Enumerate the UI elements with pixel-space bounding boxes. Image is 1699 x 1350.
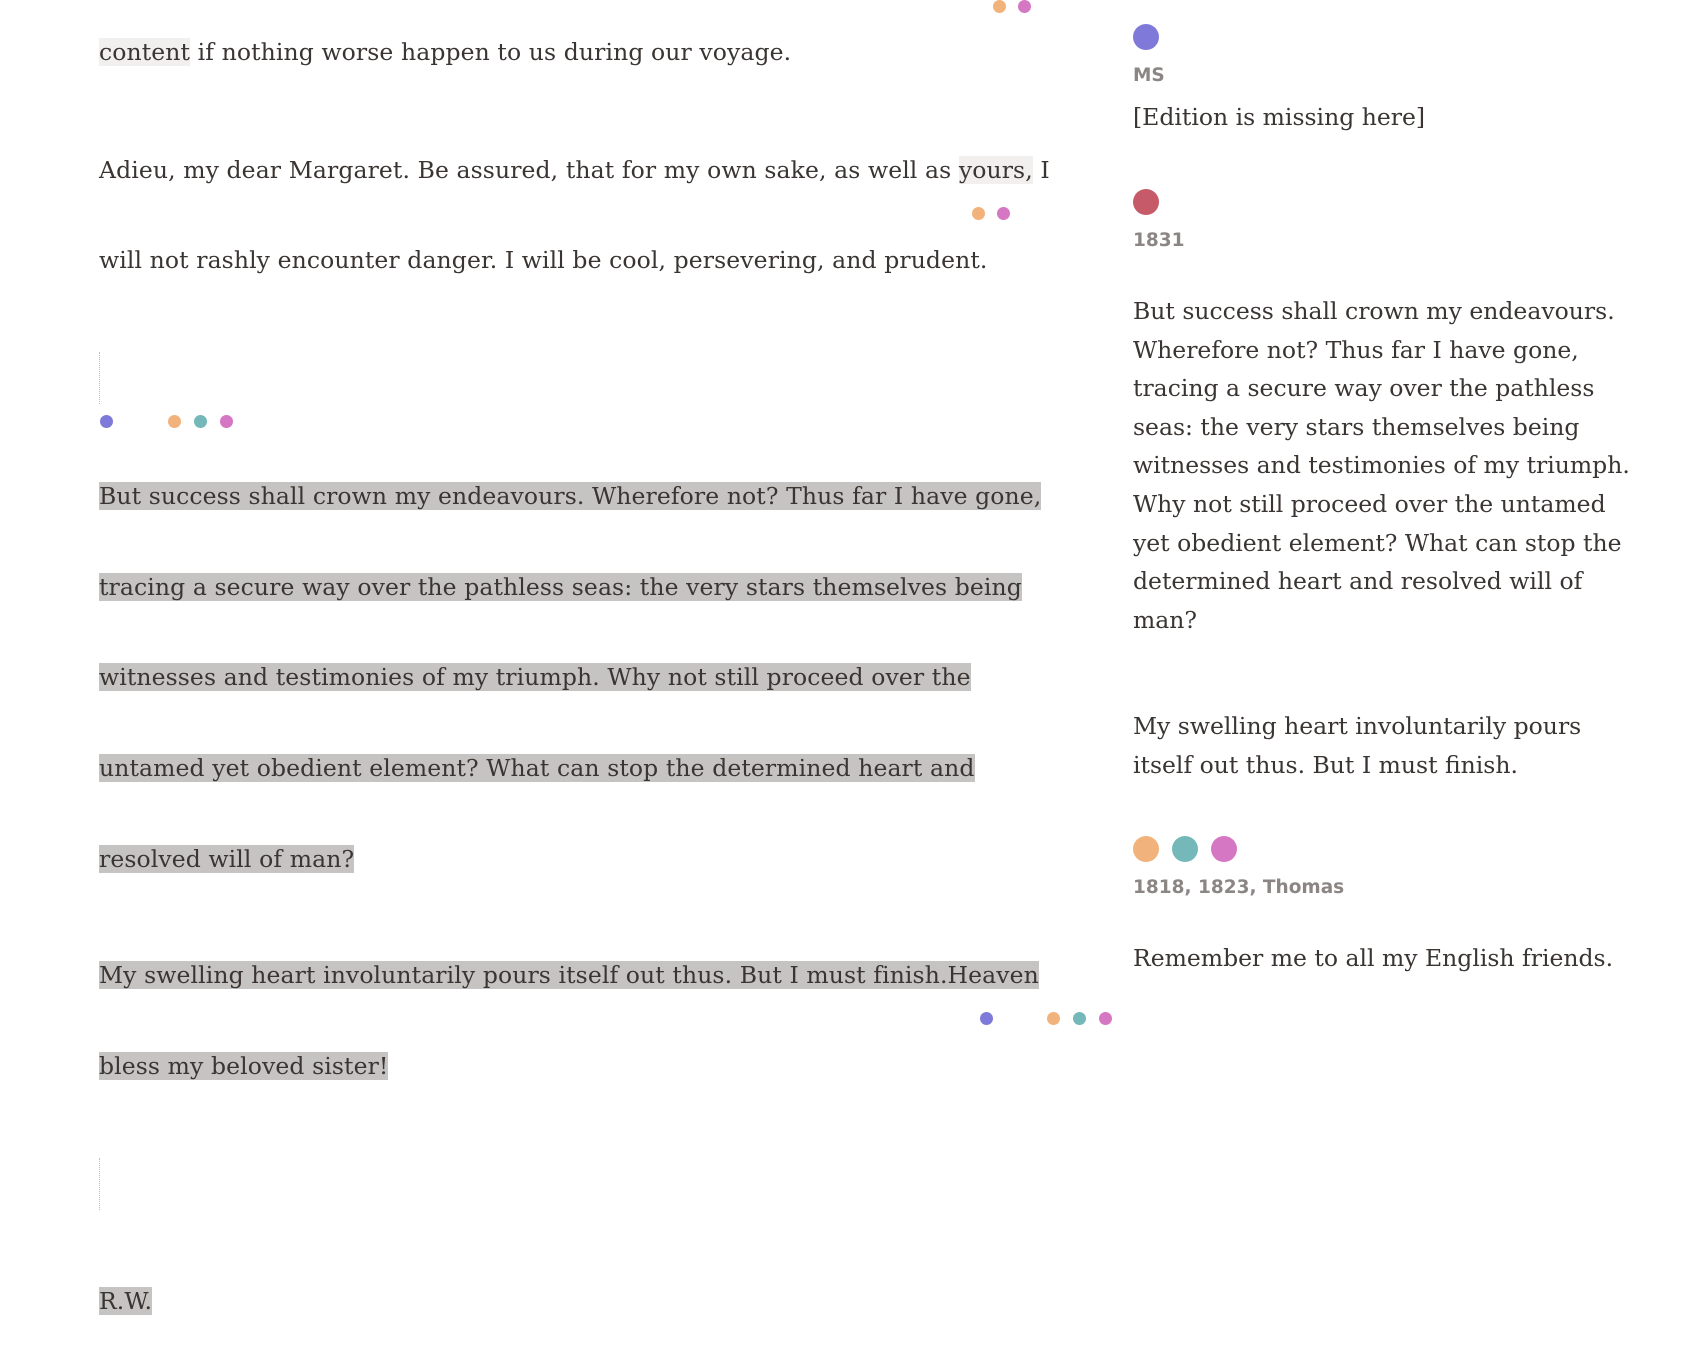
edition-label: MS xyxy=(1133,65,1165,86)
variant-marker-thomas[interactable] xyxy=(220,415,233,428)
variant-text: But success shall crown my endeavours. Wherefore not? Thus far I have gone, tracing a secure way over the pathless seas: the very stars themselves being witnesses and testimonies of my triumph. Why not still proceed over the untamed yet obedient element? What can stop the determined heart and resolved will of man? xyxy=(1133,297,1630,634)
highlighted-text[interactable]: bless my beloved sister! xyxy=(99,1052,389,1080)
highlighted-signature[interactable]: R.W. xyxy=(99,1287,153,1315)
text-line xyxy=(99,143,1050,197)
variant-word-yours[interactable]: yours, xyxy=(958,156,1033,184)
variant-marker-1818[interactable] xyxy=(1047,1012,1060,1025)
variant-boundary xyxy=(99,1158,100,1210)
variant-marker-ms[interactable] xyxy=(100,415,113,428)
highlighted-text[interactable]: resolved will of man? xyxy=(99,845,355,873)
variant-passage-line[interactable] xyxy=(99,741,975,795)
edition-dot-thomas xyxy=(1211,836,1237,862)
variant-marker-thomas[interactable] xyxy=(1099,1012,1112,1025)
variant-text: [Edition is missing here] xyxy=(1133,103,1426,131)
text-line-end: I xyxy=(1032,156,1050,184)
variant-passage-line[interactable] xyxy=(99,832,354,886)
signature xyxy=(99,1274,152,1328)
text-line-start: Adieu, my dear Margaret. Be assured, that for my own sake, as well as xyxy=(99,156,959,184)
variant-passage-line[interactable] xyxy=(99,650,971,704)
variant-marker-thomas[interactable] xyxy=(1018,0,1031,13)
highlighted-text[interactable]: tracing a secure way over the pathless seas: the very stars themselves being xyxy=(99,573,1022,601)
highlighted-text[interactable]: untamed yet obedient element? What can stop the determined heart and xyxy=(99,754,975,782)
highlighted-text[interactable]: My swelling heart involuntarily pours itself out thus. But I must finish.Heaven xyxy=(99,961,1039,989)
variant-passage-line[interactable] xyxy=(99,948,1039,1002)
edition-label: 1818, 1823, Thomas xyxy=(1133,877,1345,898)
variant-passage-line[interactable] xyxy=(99,469,1041,523)
edition-dot-1818 xyxy=(1133,836,1159,862)
edition-dot-1823 xyxy=(1172,836,1198,862)
variant-marker-thomas[interactable] xyxy=(997,207,1010,220)
variant-marker-1818[interactable] xyxy=(972,207,985,220)
variant-passage-line[interactable] xyxy=(99,1039,388,1093)
variant-marker-1823[interactable] xyxy=(194,415,207,428)
highlighted-text[interactable]: witnesses and testimonies of my triumph. Why not still proceed over the xyxy=(99,663,971,691)
variant-marker-1818[interactable] xyxy=(168,415,181,428)
variant-text: My swelling heart involuntarily pours itself out thus. But I must finish. xyxy=(1133,712,1582,779)
text-line: will not rashly encounter danger. I will be cool, persevering, and prudent. xyxy=(99,246,988,274)
variant-passage-line[interactable] xyxy=(99,560,1022,614)
variant-word-content[interactable]: content xyxy=(99,38,191,66)
variant-text: Remember me to all my English friends. xyxy=(1133,944,1614,972)
variant-marker-1823[interactable] xyxy=(1073,1012,1086,1025)
text-line-rest: if nothing worse happen to us during our voyage. xyxy=(190,38,792,66)
edition-dot-ms xyxy=(1133,24,1159,50)
edition-label: 1831 xyxy=(1133,230,1185,251)
highlighted-text[interactable]: But success shall crown my endeavours. Wherefore not? Thus far I have gone, xyxy=(99,482,1042,510)
variant-marker-1818[interactable] xyxy=(993,0,1006,13)
edition-dot-1831 xyxy=(1133,189,1159,215)
variant-marker-ms[interactable] xyxy=(980,1012,993,1025)
variant-boundary xyxy=(99,352,100,404)
text-line xyxy=(99,25,791,79)
